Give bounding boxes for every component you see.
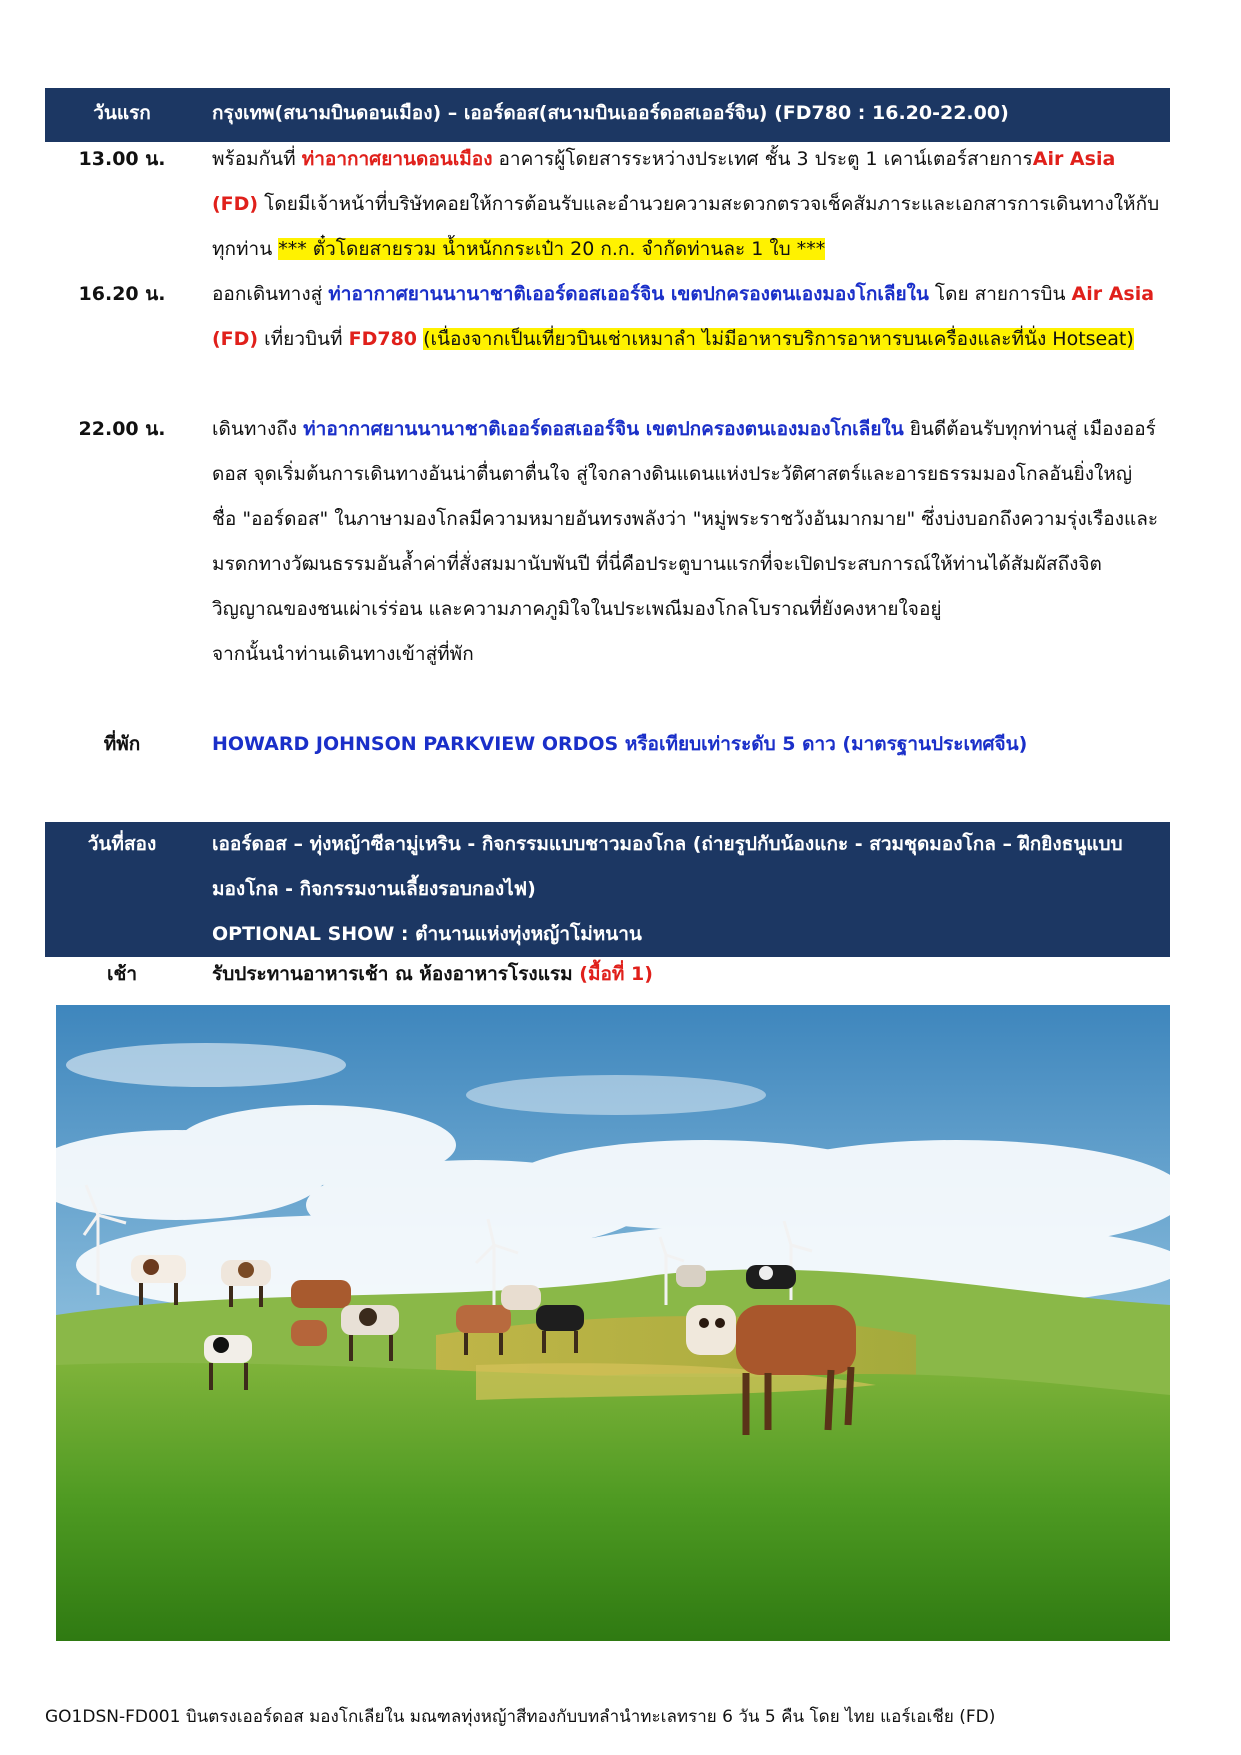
meal-number: (มื้อที่ 1) <box>579 963 653 985</box>
time-1300: 13.00 น. <box>78 148 166 170</box>
time-1620: 16.20 น. <box>78 283 166 305</box>
page-footer: GO1DSN-FD001 บินตรงเออร์ดอส มองโกเลียใน มณฑลทุ่งหญ้าสีทองกับบทลำนำทะเลทราย 6 วัน 5 คืน โดย ไทย แอร์เอเชีย (FD) <box>45 1707 996 1727</box>
charter-note: (เนื่องจากเป็นเที่ยวบินเช่าเหมาลำ ไม่มีอาหารบริการอาหารบนเครื่องและที่นั่ง Hotseat) <box>423 328 1134 350</box>
breakfast-text: รับประทานอาหารเช้า ณ ห้องอาหารโรงแรม (มื้อที่ 1) <box>212 963 653 985</box>
breakfast-row <box>45 952 1170 997</box>
breakfast-label: เช้า <box>106 963 138 985</box>
itinerary-row-1620 <box>45 272 1170 407</box>
hotel-label: ที่พัก <box>103 733 141 755</box>
day1-header <box>45 88 1170 142</box>
day1-title: กรุงเทพ(สนามบินดอนเมือง) – เออร์ดอส(สนามบินเออร์ดอสเออร์จิน) (FD780 : 16.20-22.00) <box>212 102 1009 124</box>
hotel-row <box>45 722 1170 767</box>
day2-header <box>45 822 1170 957</box>
row-1300-text: พร้อมกันที่ ท่าอากาศยานดอนเมือง อาคารผู้โดยสารระหว่างประเทศ ชั้น 3 ประตู 1 เคาน์เตอร์สายการAir Asia (FD) โดยมีเจ้าหน้าที่บริษัทคอยให้การต้อนรับและอำนวยความสะดวกตรวจเช็คสัมภาระและเอกสารการเดินทางให้กับทุกท่าน *** ตั๋วโดยสายรวม น้ำหนักกระเป๋า 20 ก.ก. จำกัดท่านละ 1 ใบ *** <box>212 148 1160 260</box>
baggage-note: *** ตั๋วโดยสายรวม น้ำหนักกระเป๋า 20 ก.ก. จำกัดท่านละ 1 ใบ *** <box>278 238 826 260</box>
time-2200: 22.00 น. <box>78 418 166 440</box>
day2-title: เออร์ดอส – ทุ่งหญ้าซีลามู่เหริน - กิจกรรมแบบชาวมองโกล (ถ่ายรูปกับน้องแกะ - สวมชุดมองโกล – ฝึกยิงธนูแบบมองโกล - กิจกรรมงานเลี้ยงรอบกองไฟ) OPTIONAL SHOW : ตำนานแห่งทุ่งหญ้าโม่หนาน <box>212 833 1123 945</box>
itinerary-row-1300 <box>45 137 1170 272</box>
row-2200-text: เดินทางถึง ท่าอากาศยานนานาชาติเออร์ดอสเออร์จิน เขตปกครองตนเองมองโกเลียใน ยินดีต้อนรับทุกท่านสู่ เมืองออร์ดอส จุดเริ่มต้นการเดินทางอันน่าตื่นตาตื่นใจ สู่ใจกลางดินแดนแห่งประวัติศาสตร์และอารยธรรมมองโกลอันยิ่งใหญ่ ชื่อ "ออร์ดอส" ในภาษามองโกลมีความหมายอันทรงพลังว่า "หมู่พระราชวังอันมากมาย" ซึ่งบ่งบอกถึงความรุ่งเรืองและมรดกทางวัฒนธรรมอันล้ำค่าที่สั่งสมมานับพันปี ที่นี่คือประตูบานแรกที่จะเปิดประสบการณ์ให้ท่านได้สัมผัสถึงจิตวิญญาณของชนเผ่าเร่ร่อน และความภาคภูมิใจในประเพณีมองโกลโบราณที่ยังคงหายใจอยู่ จากนั้นนำท่านเดินทางเข้าสู่ที่พัก <box>212 418 1159 665</box>
itinerary-row-2200 <box>45 407 1170 722</box>
optional-show: OPTIONAL SHOW : ตำนานแห่งทุ่งหญ้าโม่หนาน <box>212 923 642 945</box>
day2-label: วันที่สอง <box>87 833 157 855</box>
row-1620-text: ออกเดินทางสู่ ท่าอากาศยานนานาชาติเออร์ดอสเออร์จิน เขตปกครองตนเองมองโกเลียใน โดย สายการบิน Air Asia (FD) เที่ยวบินที่ FD780 (เนื่องจากเป็นเที่ยวบินเช่าเหมาลำ ไม่มีอาหารบริการอาหารบนเครื่องและที่นั่ง Hotseat) <box>212 283 1155 350</box>
hotel-name: HOWARD JOHNSON PARKVIEW ORDOS หรือเทียบเท่าระดับ 5 ดาว (มาตรฐานประเทศจีน) <box>212 733 1028 755</box>
day1-label: วันแรก <box>93 102 151 124</box>
grassland-cattle-photo <box>56 1005 1170 1641</box>
